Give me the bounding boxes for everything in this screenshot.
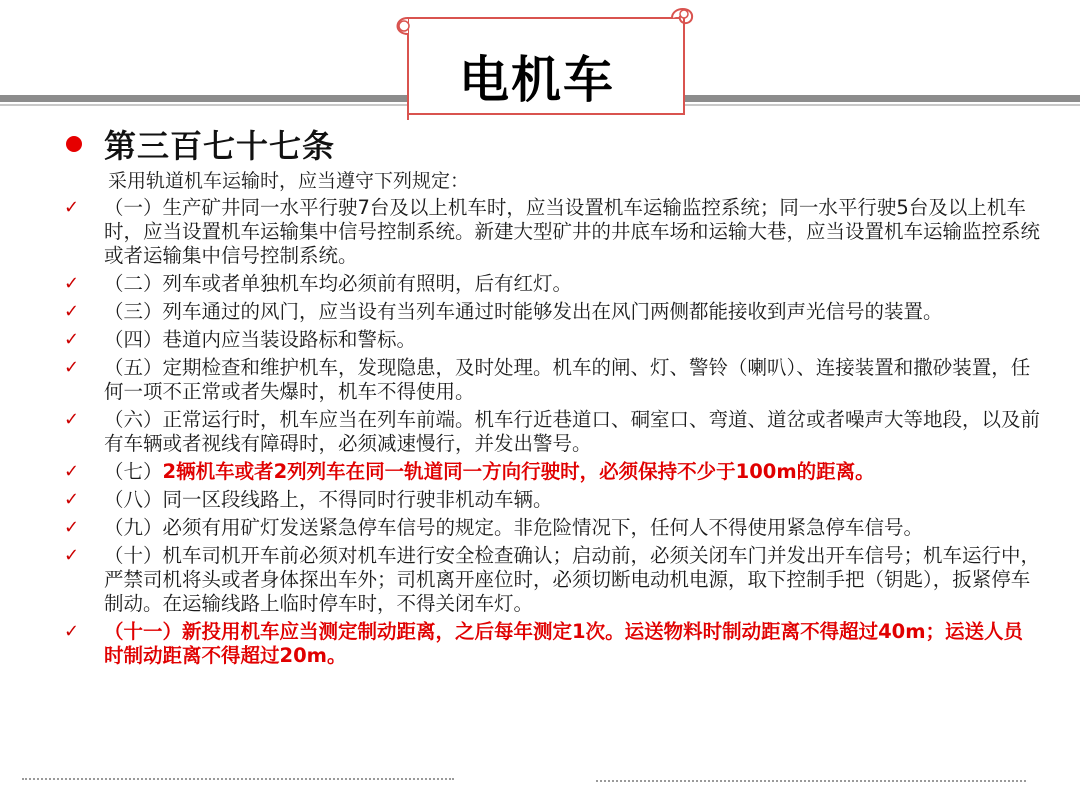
article-title: 第三百七十七条 (104, 127, 336, 165)
list-item (60, 328, 1040, 352)
list-item-text: （五）定期检查和维护机车，发现隐患，及时处理。机车的闸、灯、警铃（喇叭）、连接装置和撒砂装置，任何一项不正常或者失爆时，机车不得使用。 (104, 356, 1031, 403)
list-item (60, 516, 1040, 540)
list-item (60, 272, 1040, 296)
title-banner (392, 4, 698, 120)
list-item-text: （十）机车司机开车前必须对机车进行安全检查确认；启动前，必须关闭车门并发出开车信号；机车运行中，严禁司机将头或者身体探出车外；司机离开座位时，必须切断电动机电源，取下控制手把（钥匙），扳紧停车制动。在运输线路上临时停车时，不得关闭车灯。 (104, 544, 1041, 615)
checkmark-icon: ✓ (64, 621, 80, 642)
checkmark-icon: ✓ (64, 329, 80, 350)
checkmark-icon: ✓ (64, 357, 80, 378)
footer-divider-left (22, 778, 454, 780)
list-item-text: （二）列车或者单独机车均必须前有照明，后有红灯。 (104, 272, 573, 295)
list-item-text: （一）生产矿井同一水平行驶7台及以上机车时，应当设置机车运输监控系统；同一水平行驶5台及以上机车时，应当设置机车运输集中信号控制系统。新建大型矿井的井底车场和运输大巷，应当设置机车运输监控系统或者运输集中信号控制系统。 (104, 196, 1041, 267)
list-item-text: （十一）新投用机车应当测定制动距离，之后每年测定1次。运送物料时制动距离不得超过40m；运送人员时制动距离不得超过20m。 (104, 620, 1024, 667)
list-item (60, 620, 1040, 668)
list-item-text: （八）同一区段线路上，不得同时行驶非机动车辆。 (104, 488, 553, 511)
checkmark-icon: ✓ (64, 273, 80, 294)
list-item-text: （九）必须有用矿灯发送紧急停车信号的规定。非危险情况下，任何人不得使用紧急停车信号。 (104, 516, 924, 539)
page-title: 电机车 (459, 51, 615, 109)
list-item-text: （四）巷道内应当装设路标和警标。 (104, 328, 417, 351)
article-intro: 采用轨道机车运输时，应当遵守下列规定： (108, 170, 470, 192)
checkmark-icon: ✓ (64, 301, 80, 322)
list-item (60, 544, 1040, 616)
list-item-text: （六）正常运行时，机车应当在列车前端。机车行近巷道口、硐室口、弯道、道岔或者噪声大等地段，以及前有车辆或者视线有障碍时，必须减速慢行，并发出警号。 (104, 408, 1041, 455)
checkmark-icon: ✓ (64, 545, 80, 566)
checkmark-icon: ✓ (64, 461, 80, 482)
checkmark-icon: ✓ (64, 517, 80, 538)
list-item (60, 196, 1040, 268)
list-item (60, 356, 1040, 404)
list-item (60, 488, 1040, 512)
rule-list (60, 196, 1040, 672)
list-item (60, 408, 1040, 456)
red-dot-icon (66, 136, 82, 152)
list-item (60, 300, 1040, 324)
checkmark-icon: ✓ (64, 197, 80, 218)
article-heading (66, 124, 335, 164)
list-item-emphasis: 2辆机车或者2列列车在同一轨道同一方向行驶时，必须保持不少于100m的距离。 (162, 460, 875, 483)
checkmark-icon: ✓ (64, 409, 80, 430)
checkmark-icon: ✓ (64, 489, 80, 510)
footer-divider-right (596, 780, 1026, 782)
list-item (60, 460, 1040, 484)
list-item-prefix: （七） (104, 460, 163, 483)
list-item-text: （三）列车通过的风门，应当设有当列车通过时能够发出在风门两侧都能接收到声光信号的装置。 (104, 300, 943, 323)
